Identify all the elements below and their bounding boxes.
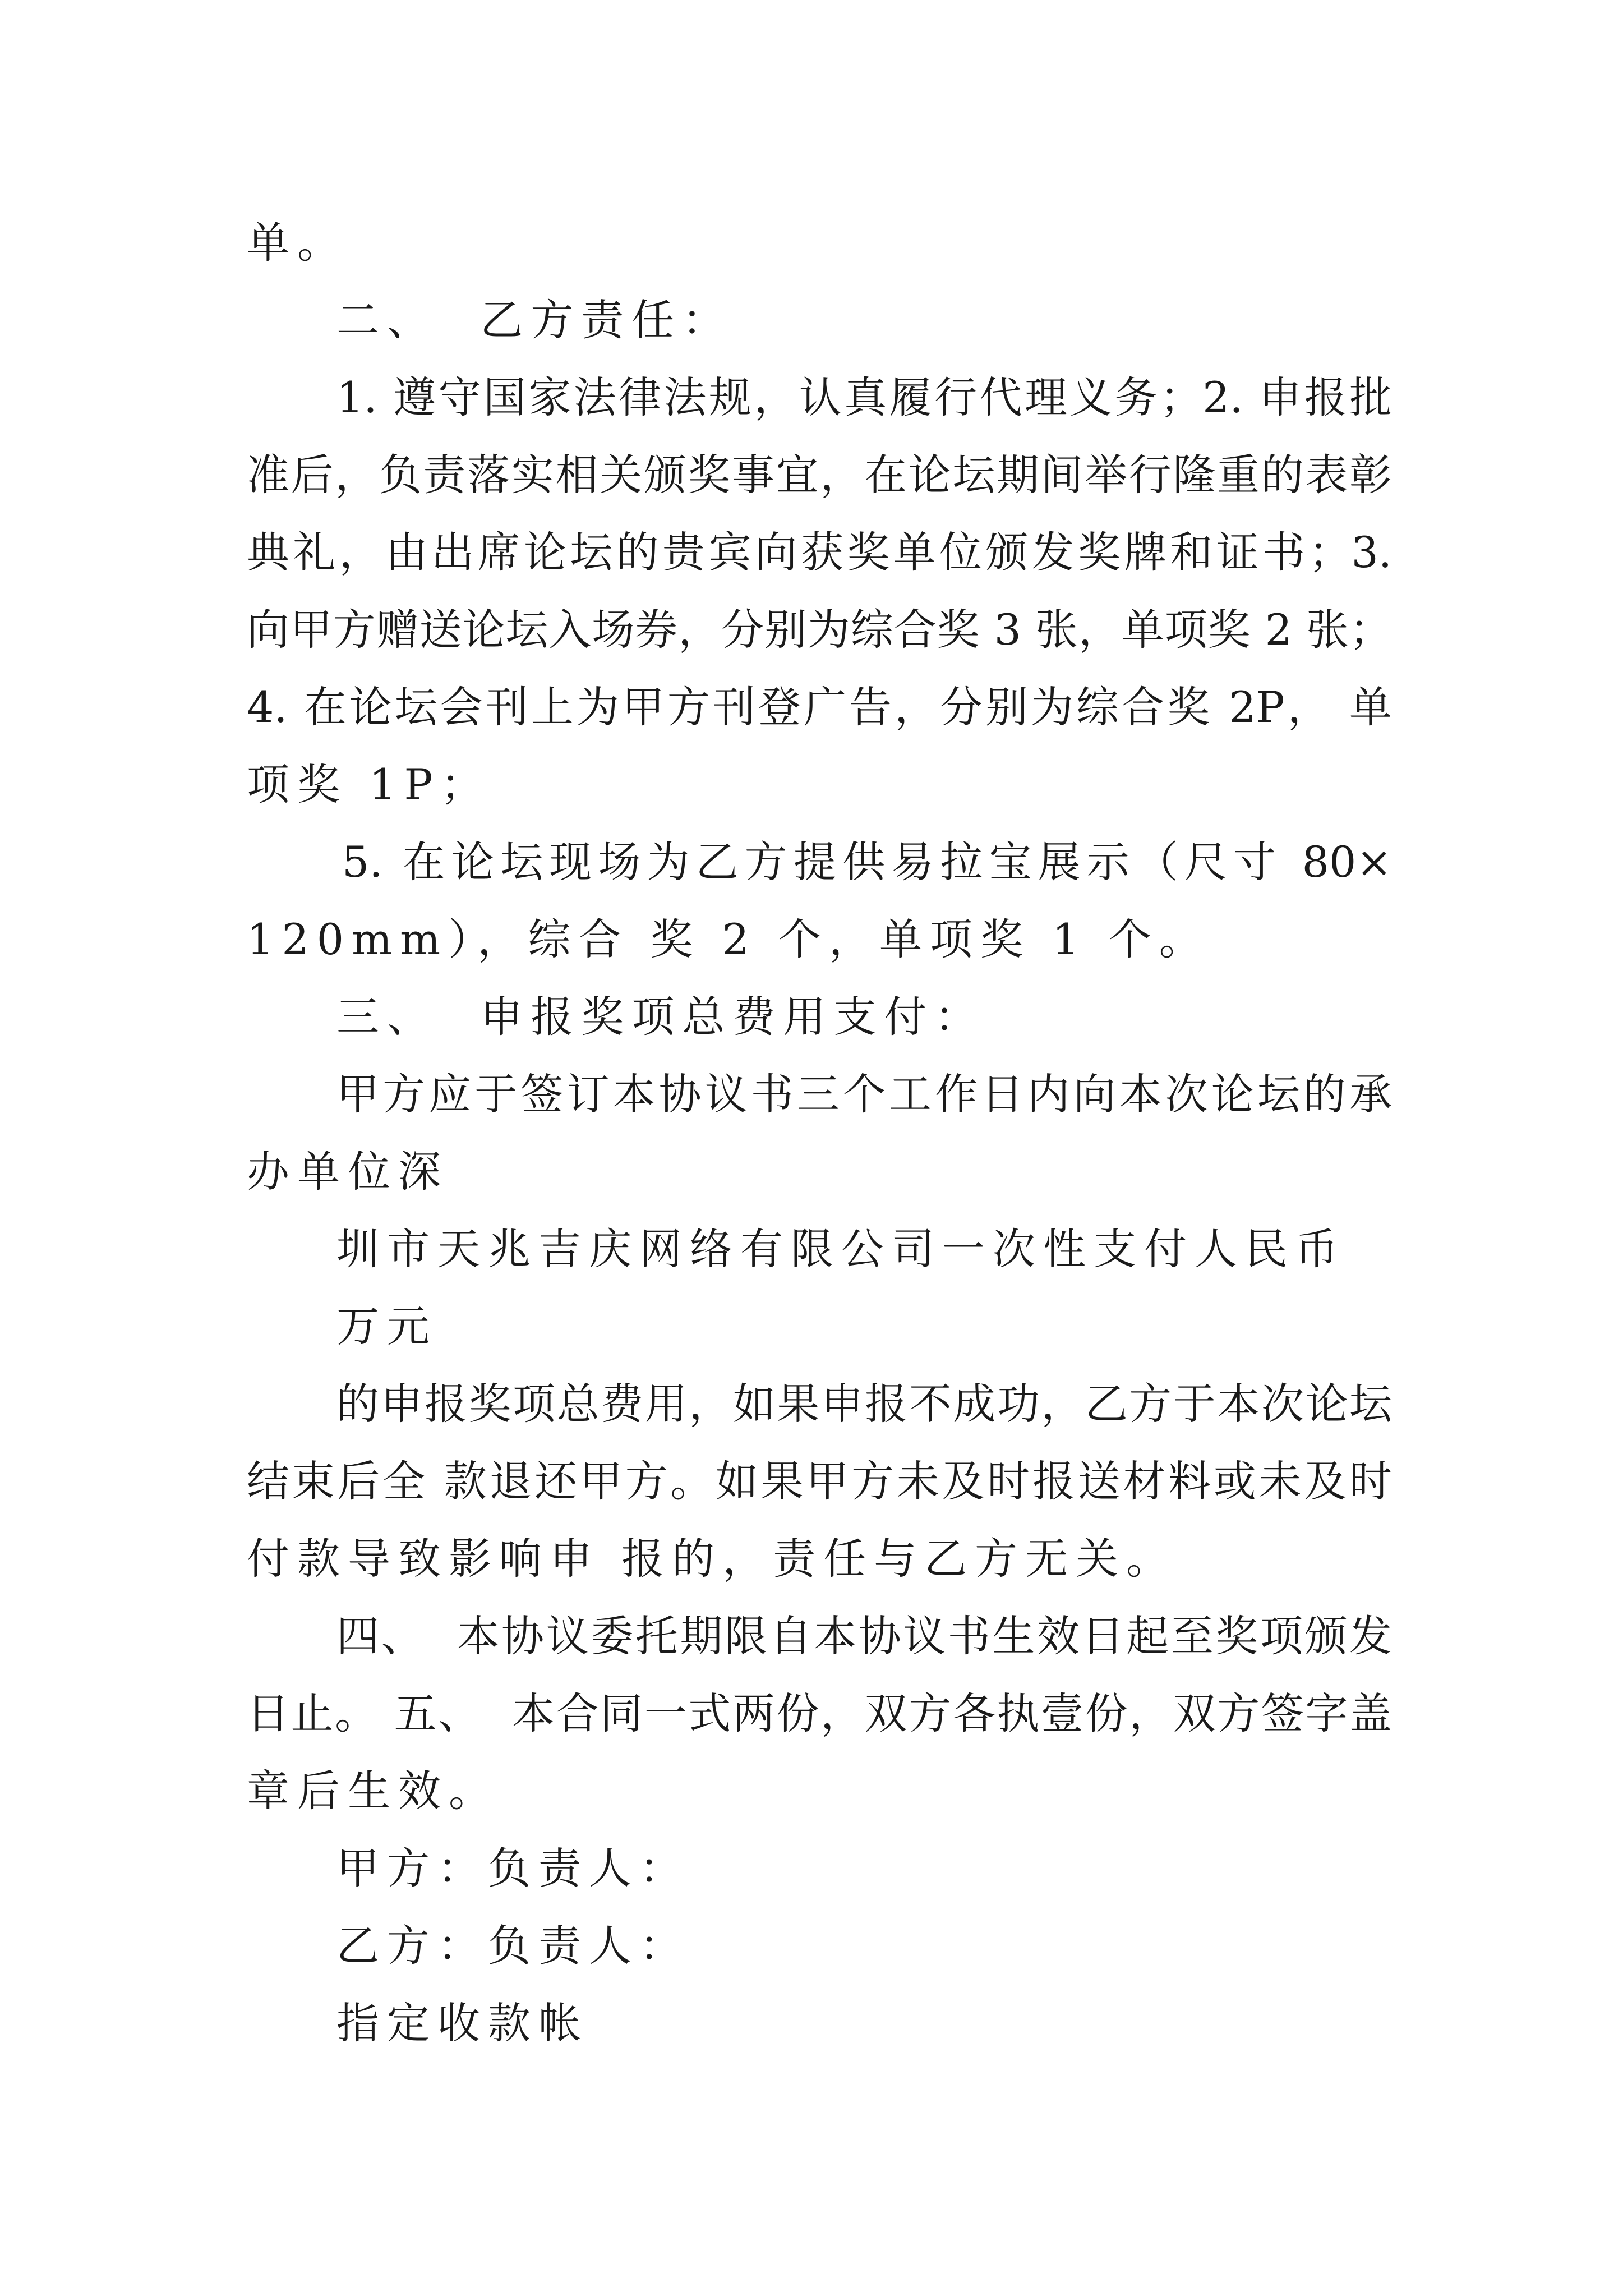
text-line: 单。 (247, 218, 348, 268)
text-line: 向甲方赠送论坛入场券，分别为综合奖 3 张，单项奖 2 张； (247, 605, 1392, 655)
section-heading: 三、 申报奖项总费用支付： (336, 992, 985, 1042)
text-line: 120mm），综合 奖 2 个，单项奖 1 个。 (247, 914, 1210, 964)
section-heading: 二、 乙方责任： (336, 295, 733, 345)
text-line: 日止。 五、 本合同一式两份，双方各执壹份，双方签字盖 (247, 1688, 1392, 1738)
text-line: 甲方应于签订本协议书三个工作日内向本次论坛的承 (336, 1069, 1392, 1119)
text-line: 付款导致影响申 报的，责任与乙方无关。 (247, 1534, 1177, 1584)
text-line: 典礼，由出席论坛的贵宾向获奖单位颁发奖牌和证书；3. (247, 527, 1392, 577)
section-heading: 四、 本协议委托期限自本协议书生效日起至奖项颁发 (336, 1611, 1392, 1661)
text-line: 4. 在论坛会刊上为甲方刊登广告，分别为综合奖 2P， 单 (247, 682, 1392, 732)
text-line: 准后，负责落实相关颁奖事宜，在论坛期间举行隆重的表彰 (247, 450, 1392, 500)
text-line: 5. 在论坛现场为乙方提供易拉宝展示（尺寸 80× (342, 837, 1392, 887)
text-line: 圳市天兆吉庆网络有限公司一次性支付人民币 (336, 1224, 1346, 1274)
signature-line-party-b: 乙方：负责人： (336, 1921, 690, 1971)
text-line: 项奖 1P； (247, 760, 491, 809)
text-line: 1. 遵守国家法律法规，认真履行代理义务；2. 申报批 (336, 372, 1392, 422)
text-line: 指定收款帐 (336, 1998, 589, 2048)
text-line: 办单位深 (247, 1147, 449, 1197)
text-line: 的申报奖项总费用，如果申报不成功，乙方于本次论坛 (336, 1379, 1392, 1429)
signature-line-party-a: 甲方：负责人： (336, 1843, 690, 1893)
text-line: 万元 (336, 1301, 437, 1351)
text-line: 结束后全 款退还甲方。如果甲方未及时报送材料或未及时 (247, 1456, 1392, 1506)
text-line: 章后生效。 (247, 1766, 499, 1816)
